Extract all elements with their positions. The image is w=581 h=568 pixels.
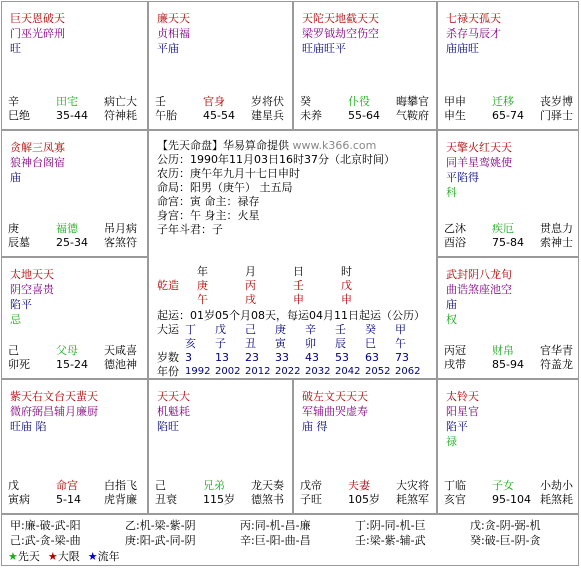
palace-age-range: 85-94	[492, 358, 524, 371]
chart-title-line	[157, 139, 432, 153]
star-line: 庙 得	[302, 420, 328, 433]
palace-footer	[155, 479, 293, 507]
palace-gan: 癸	[300, 95, 311, 108]
bazi-gan: 壬	[293, 279, 304, 292]
sihua-entry: 戊:贪-阴-弼-机	[470, 519, 541, 532]
palace-footer	[8, 344, 148, 372]
dayun-age: 3	[185, 351, 192, 364]
bazi-table	[157, 265, 432, 307]
sihua-entry: 丙:同-机-昌-廉	[240, 519, 311, 532]
star-line: 庙	[446, 298, 457, 311]
dayun-table	[157, 309, 432, 379]
sihua-entry: 甲:廉-破-武-阳	[10, 519, 81, 532]
info-line: 命局：阳男（庚午） 土五局	[157, 181, 293, 194]
palace-gods: 德池神	[104, 358, 137, 371]
dayun-zhi: 辰	[335, 337, 346, 350]
palace-name: 子女	[492, 479, 514, 492]
star-list	[10, 141, 140, 186]
dayun-year: 2032	[305, 366, 331, 377]
dayun-gan-row	[157, 323, 432, 337]
star-list	[157, 12, 287, 57]
palace-gods: 岁将伏	[251, 95, 284, 108]
star-line: 贞相福	[157, 27, 190, 40]
dayun-zhi: 亥	[185, 337, 196, 350]
palace-age-range: 15-24	[56, 358, 88, 371]
palace-footer	[444, 344, 579, 372]
palace-age-range: 115岁	[203, 493, 235, 506]
dayun-label: 大运	[157, 323, 179, 336]
star-line: 太地天天	[10, 268, 54, 281]
star-line: 禄	[446, 435, 457, 448]
palace-gods: 客煞符	[104, 236, 137, 249]
palace-row	[444, 109, 579, 123]
bazi-head: 日	[293, 265, 304, 278]
star-line: 七禄天孤天	[446, 12, 501, 25]
legend-item	[8, 550, 40, 563]
dayun-gan: 辛	[305, 323, 316, 336]
star-icon: ★	[8, 550, 18, 563]
sihua-entry: 壬:梁-紫-辅-武	[355, 534, 426, 547]
legend-label: 先天	[17, 550, 40, 563]
palace-name: 福德	[56, 222, 78, 235]
palace-cell-xu[interactable]	[437, 257, 579, 379]
bazi-zhi: 申	[341, 293, 352, 306]
palace-row	[8, 493, 148, 507]
star-line: 门巫光碎刑	[10, 27, 65, 40]
palace-gan: 戊	[8, 479, 19, 492]
palace-gods: 虎背廉	[104, 493, 137, 506]
palace-row	[444, 358, 579, 372]
star-line: 阴空喜贵	[10, 283, 54, 296]
palace-gods: 建星兵	[251, 109, 284, 122]
palace-gods: 吊月病	[104, 222, 137, 235]
palace-gods: 符神耗	[104, 109, 137, 122]
palace-gods: 丧岁博	[540, 95, 573, 108]
dayun-year: 2002	[215, 366, 241, 377]
palace-name: 仆役	[348, 95, 370, 108]
sihua-entry: 庚:阳-武-同-阴	[125, 534, 196, 547]
star-list	[157, 390, 287, 435]
sihua-entry: 丁:阴-同-机-巨	[355, 519, 426, 532]
star-list	[10, 12, 140, 57]
star-line: 廉天天	[157, 12, 190, 25]
palace-gan: 己	[8, 344, 19, 357]
star-line: 巨天恩破天	[10, 12, 65, 25]
dayun-year: 2022	[275, 366, 301, 377]
palace-row	[444, 493, 579, 507]
dayun-year: 2052	[365, 366, 391, 377]
palace-zhi: 丑衰	[155, 493, 177, 506]
palace-row	[300, 493, 437, 507]
palace-zhi: 戌带	[444, 358, 466, 371]
palace-gan: 甲申	[444, 95, 466, 108]
palace-footer	[8, 95, 148, 123]
palace-cell-you[interactable]	[437, 130, 579, 257]
star-line: 武封阴八龙旬	[446, 268, 512, 281]
bazi-gan: 丙	[245, 279, 256, 292]
star-line: 平庙	[157, 42, 179, 55]
palace-row	[444, 222, 579, 236]
palace-gan: 戊帝	[300, 479, 322, 492]
star-line: 旺庙旺平	[302, 42, 346, 55]
palace-gan: 辛	[8, 95, 19, 108]
dayun-zhi-row	[157, 337, 432, 351]
bazi-gan: 戊	[341, 279, 352, 292]
dayun-zhi: 午	[395, 337, 406, 350]
dayun-gan: 戊	[215, 323, 226, 336]
dayun-zhi: 寅	[275, 337, 286, 350]
palace-row	[8, 109, 148, 123]
palace-name: 疾厄	[492, 222, 514, 235]
star-line: 旺庙 陷	[10, 420, 47, 433]
palace-cell-mao[interactable]	[1, 257, 148, 379]
sihua-entry: 癸:破-巨-阴-贪	[470, 534, 541, 547]
palace-cell-shen[interactable]	[437, 1, 579, 130]
birth-info	[157, 139, 432, 237]
info-line: 公历：1990年11月03日16时37分（北京时间）	[157, 153, 395, 166]
palace-gan: 乙沐	[444, 222, 466, 235]
palace-age-range: 55-64	[348, 109, 380, 122]
sihua-entry: 乙:机-梁-紫-阴	[125, 519, 196, 532]
bazi-head-row	[157, 265, 432, 279]
dayun-year: 1992	[185, 366, 211, 377]
palace-name: 田宅	[56, 95, 78, 108]
palace-row	[8, 95, 148, 109]
legend-label: 大限	[57, 550, 80, 563]
star-list	[446, 141, 576, 201]
dayun-gan: 壬	[335, 323, 346, 336]
dayun-gan: 癸	[365, 323, 376, 336]
palace-name: 父母	[56, 344, 78, 357]
star-line: 陷平	[446, 420, 468, 433]
palace-gods: 天咸喜	[104, 344, 137, 357]
palace-gan: 庚	[8, 222, 19, 235]
star-line: 天陀天地截天天	[302, 12, 379, 25]
palace-cell-wei[interactable]	[293, 1, 437, 130]
palace-gan: 丁临	[444, 479, 466, 492]
palace-footer	[444, 222, 579, 250]
bazi-label: 乾造	[157, 279, 179, 292]
age-row	[157, 351, 432, 365]
star-line: 太铃天	[446, 390, 479, 403]
star-line: 陷旺	[157, 420, 179, 433]
dayun-age: 73	[395, 351, 409, 364]
palace-row	[8, 358, 148, 372]
star-line: 同羊星鸾姚使	[446, 156, 512, 169]
palace-age-range: 5-14	[56, 493, 81, 506]
star-line: 平陷得	[446, 171, 479, 184]
legend-label: 流年	[97, 550, 120, 563]
bazi-gan: 庚	[197, 279, 208, 292]
palace-age-range: 35-44	[56, 109, 88, 122]
star-list	[446, 12, 576, 57]
palace-zhi: 辰墓	[8, 236, 30, 249]
dayun-year: 2012	[245, 366, 271, 377]
star-line: 破左文天天天	[302, 390, 368, 403]
palace-footer	[8, 222, 148, 250]
palace-cell-chou[interactable]	[148, 379, 293, 514]
palace-footer	[444, 95, 579, 123]
palace-name: 兄弟	[203, 479, 225, 492]
star-line: 梁罗钺劫空伤空	[302, 27, 379, 40]
palace-gods: 龙天奏	[251, 479, 284, 492]
star-line: 旺	[10, 42, 21, 55]
year-label: 年份	[157, 365, 179, 378]
sihua-row	[10, 519, 575, 534]
star-list	[446, 268, 576, 328]
legend	[8, 550, 128, 564]
palace-name: 财帛	[492, 344, 514, 357]
dayun-age: 53	[335, 351, 349, 364]
sihua-table	[10, 519, 575, 549]
palace-age-range: 95-104	[492, 493, 531, 506]
palace-gods: 门驿士	[540, 109, 573, 122]
palace-gods: 大灾将	[396, 479, 429, 492]
palace-age-range: 45-54	[203, 109, 235, 122]
star-line: 天天大	[157, 390, 190, 403]
dayun-year: 2062	[395, 366, 421, 377]
info-line: 身宫：午 身主：火星	[157, 209, 260, 222]
palace-footer	[300, 479, 437, 507]
palace-row	[8, 222, 148, 236]
dayun-gan: 甲	[395, 323, 406, 336]
palace-footer	[8, 479, 148, 507]
dayun-gan: 丁	[185, 323, 196, 336]
star-list	[446, 390, 576, 450]
star-line: 阳星官	[446, 405, 479, 418]
palace-row	[300, 479, 437, 493]
palace-gan: 己	[155, 479, 166, 492]
palace-gods: 官华青	[540, 344, 573, 357]
bazi-head: 时	[341, 265, 352, 278]
bazi-gan-row	[157, 279, 432, 293]
palace-footer	[444, 479, 579, 507]
palace-row	[444, 344, 579, 358]
palace-row	[444, 479, 579, 493]
palace-row	[8, 479, 148, 493]
dayun-zhi: 卯	[305, 337, 316, 350]
star-line: 科	[446, 186, 457, 199]
palace-gods: 德煞书	[251, 493, 284, 506]
palace-gods: 贯息力	[540, 222, 573, 235]
star-line: 权	[446, 313, 457, 326]
bazi-zhi: 申	[293, 293, 304, 306]
star-line: 曲诰煞座池空	[446, 283, 512, 296]
palace-age-range: 75-84	[492, 236, 524, 249]
sihua-footer	[1, 514, 579, 566]
chart-title: 【先天命盘】	[157, 139, 223, 152]
palace-cell-hai[interactable]	[437, 379, 579, 514]
dayun-age: 33	[275, 351, 289, 364]
palace-footer	[300, 95, 437, 123]
center-info-panel	[148, 130, 437, 379]
qiyun-text: 起运：01岁05个月08天，每运04月11日起运（公历）	[157, 309, 425, 322]
sihua-entry: 辛:巨-阳-曲-昌	[240, 534, 311, 547]
palace-name: 官身	[203, 95, 225, 108]
star-line: 庙庙旺	[446, 42, 479, 55]
palace-age-range: 25-34	[56, 236, 88, 249]
palace-row	[8, 236, 148, 250]
palace-zhi: 子旺	[300, 493, 322, 506]
legend-item	[88, 550, 120, 563]
star-line: 庙	[10, 171, 21, 184]
palace-row	[300, 95, 437, 109]
dayun-zhi: 丑	[245, 337, 256, 350]
star-line: 贪解三凤寡	[10, 141, 65, 154]
site-url[interactable]: www.k366.com	[292, 139, 377, 152]
bazi-zhi: 戌	[245, 293, 256, 306]
star-line: 天擎火红天天	[446, 141, 512, 154]
star-line: 杀存马辰才	[446, 27, 501, 40]
star-line: 军辅曲哭虚寿	[302, 405, 368, 418]
dayun-age: 13	[215, 351, 229, 364]
dayun-zhi: 子	[215, 337, 226, 350]
palace-gods: 气鞍府	[396, 109, 429, 122]
palace-gan: 丙冠	[444, 344, 466, 357]
qiyun-line	[157, 309, 432, 323]
palace-zhi: 未养	[300, 109, 322, 122]
palace-zhi: 寅病	[8, 493, 30, 506]
star-line: 狼神台阁宿	[10, 156, 65, 169]
year-row	[157, 365, 432, 379]
provider-text: 华易算命提供	[223, 139, 289, 152]
palace-row	[300, 109, 437, 123]
palace-cell-si[interactable]	[1, 1, 148, 130]
palace-gan: 壬	[155, 95, 166, 108]
palace-name: 命宫	[56, 479, 78, 492]
palace-gods: 符盖龙	[540, 358, 573, 371]
palace-age-range: 65-74	[492, 109, 524, 122]
palace-name: 夫妻	[348, 479, 370, 492]
palace-zhi: 亥官	[444, 493, 466, 506]
bazi-head: 年	[197, 265, 208, 278]
palace-footer	[155, 95, 293, 123]
palace-gods: 耗煞耗	[540, 493, 573, 506]
star-list	[10, 268, 140, 328]
palace-gods: 小劫小	[540, 479, 573, 492]
palace-row	[155, 109, 293, 123]
palace-row	[8, 344, 148, 358]
bazi-zhi: 午	[197, 293, 208, 306]
star-list	[302, 390, 432, 435]
palace-cell-zi[interactable]	[293, 379, 437, 514]
bazi-head: 月	[245, 265, 256, 278]
dayun-gan: 庚	[275, 323, 286, 336]
star-line: 机魁耗	[157, 405, 190, 418]
palace-gods: 病亡大	[104, 95, 137, 108]
star-line: 紫天右文台天蜚天	[10, 390, 98, 403]
dayun-gan: 己	[245, 323, 256, 336]
dayun-age: 63	[365, 351, 379, 364]
palace-row	[155, 479, 293, 493]
palace-cell-yin[interactable]	[1, 379, 148, 514]
palace-row	[444, 236, 579, 250]
palace-row	[155, 95, 293, 109]
palace-name: 迁移	[492, 95, 514, 108]
palace-zhi: 申生	[444, 109, 466, 122]
star-line: 微府弼昌辅月廉厨	[10, 405, 98, 418]
palace-gods: 索神士	[540, 236, 573, 249]
dayun-age: 23	[245, 351, 259, 364]
palace-gods: 白指飞	[104, 479, 137, 492]
dayun-zhi: 巳	[365, 337, 376, 350]
palace-gods: 晦攀官	[396, 95, 429, 108]
palace-gods: 耗煞军	[396, 493, 429, 506]
star-icon: ★	[87, 550, 98, 563]
palace-zhi: 巳绝	[8, 109, 30, 122]
star-icon: ★	[47, 550, 58, 563]
star-list	[10, 390, 140, 435]
star-list	[302, 12, 432, 57]
info-line: 命宫：寅 命主：禄存	[157, 195, 260, 208]
bazi-zhi-row	[157, 293, 432, 307]
palace-cell-chen[interactable]	[1, 130, 148, 257]
sihua-row	[10, 534, 575, 549]
palace-zhi: 酉浴	[444, 236, 466, 249]
star-line: 忌	[10, 313, 21, 326]
palace-age-range: 105岁	[348, 493, 380, 506]
info-line: 子年斗君：子	[157, 223, 223, 236]
palace-row	[155, 493, 293, 507]
palace-row	[444, 95, 579, 109]
star-line: 陷平	[10, 298, 32, 311]
palace-zhi: 午胎	[155, 109, 177, 122]
dayun-year: 2042	[335, 366, 361, 377]
palace-cell-wu[interactable]	[148, 1, 293, 130]
palace-zhi: 卯死	[8, 358, 30, 371]
legend-item	[48, 550, 80, 563]
dayun-age: 43	[305, 351, 319, 364]
age-label: 岁数	[157, 351, 179, 364]
sihua-entry: 己:武-贪-梁-曲	[10, 534, 81, 547]
info-line: 农历：庚午年九月十七日申时	[157, 167, 300, 180]
